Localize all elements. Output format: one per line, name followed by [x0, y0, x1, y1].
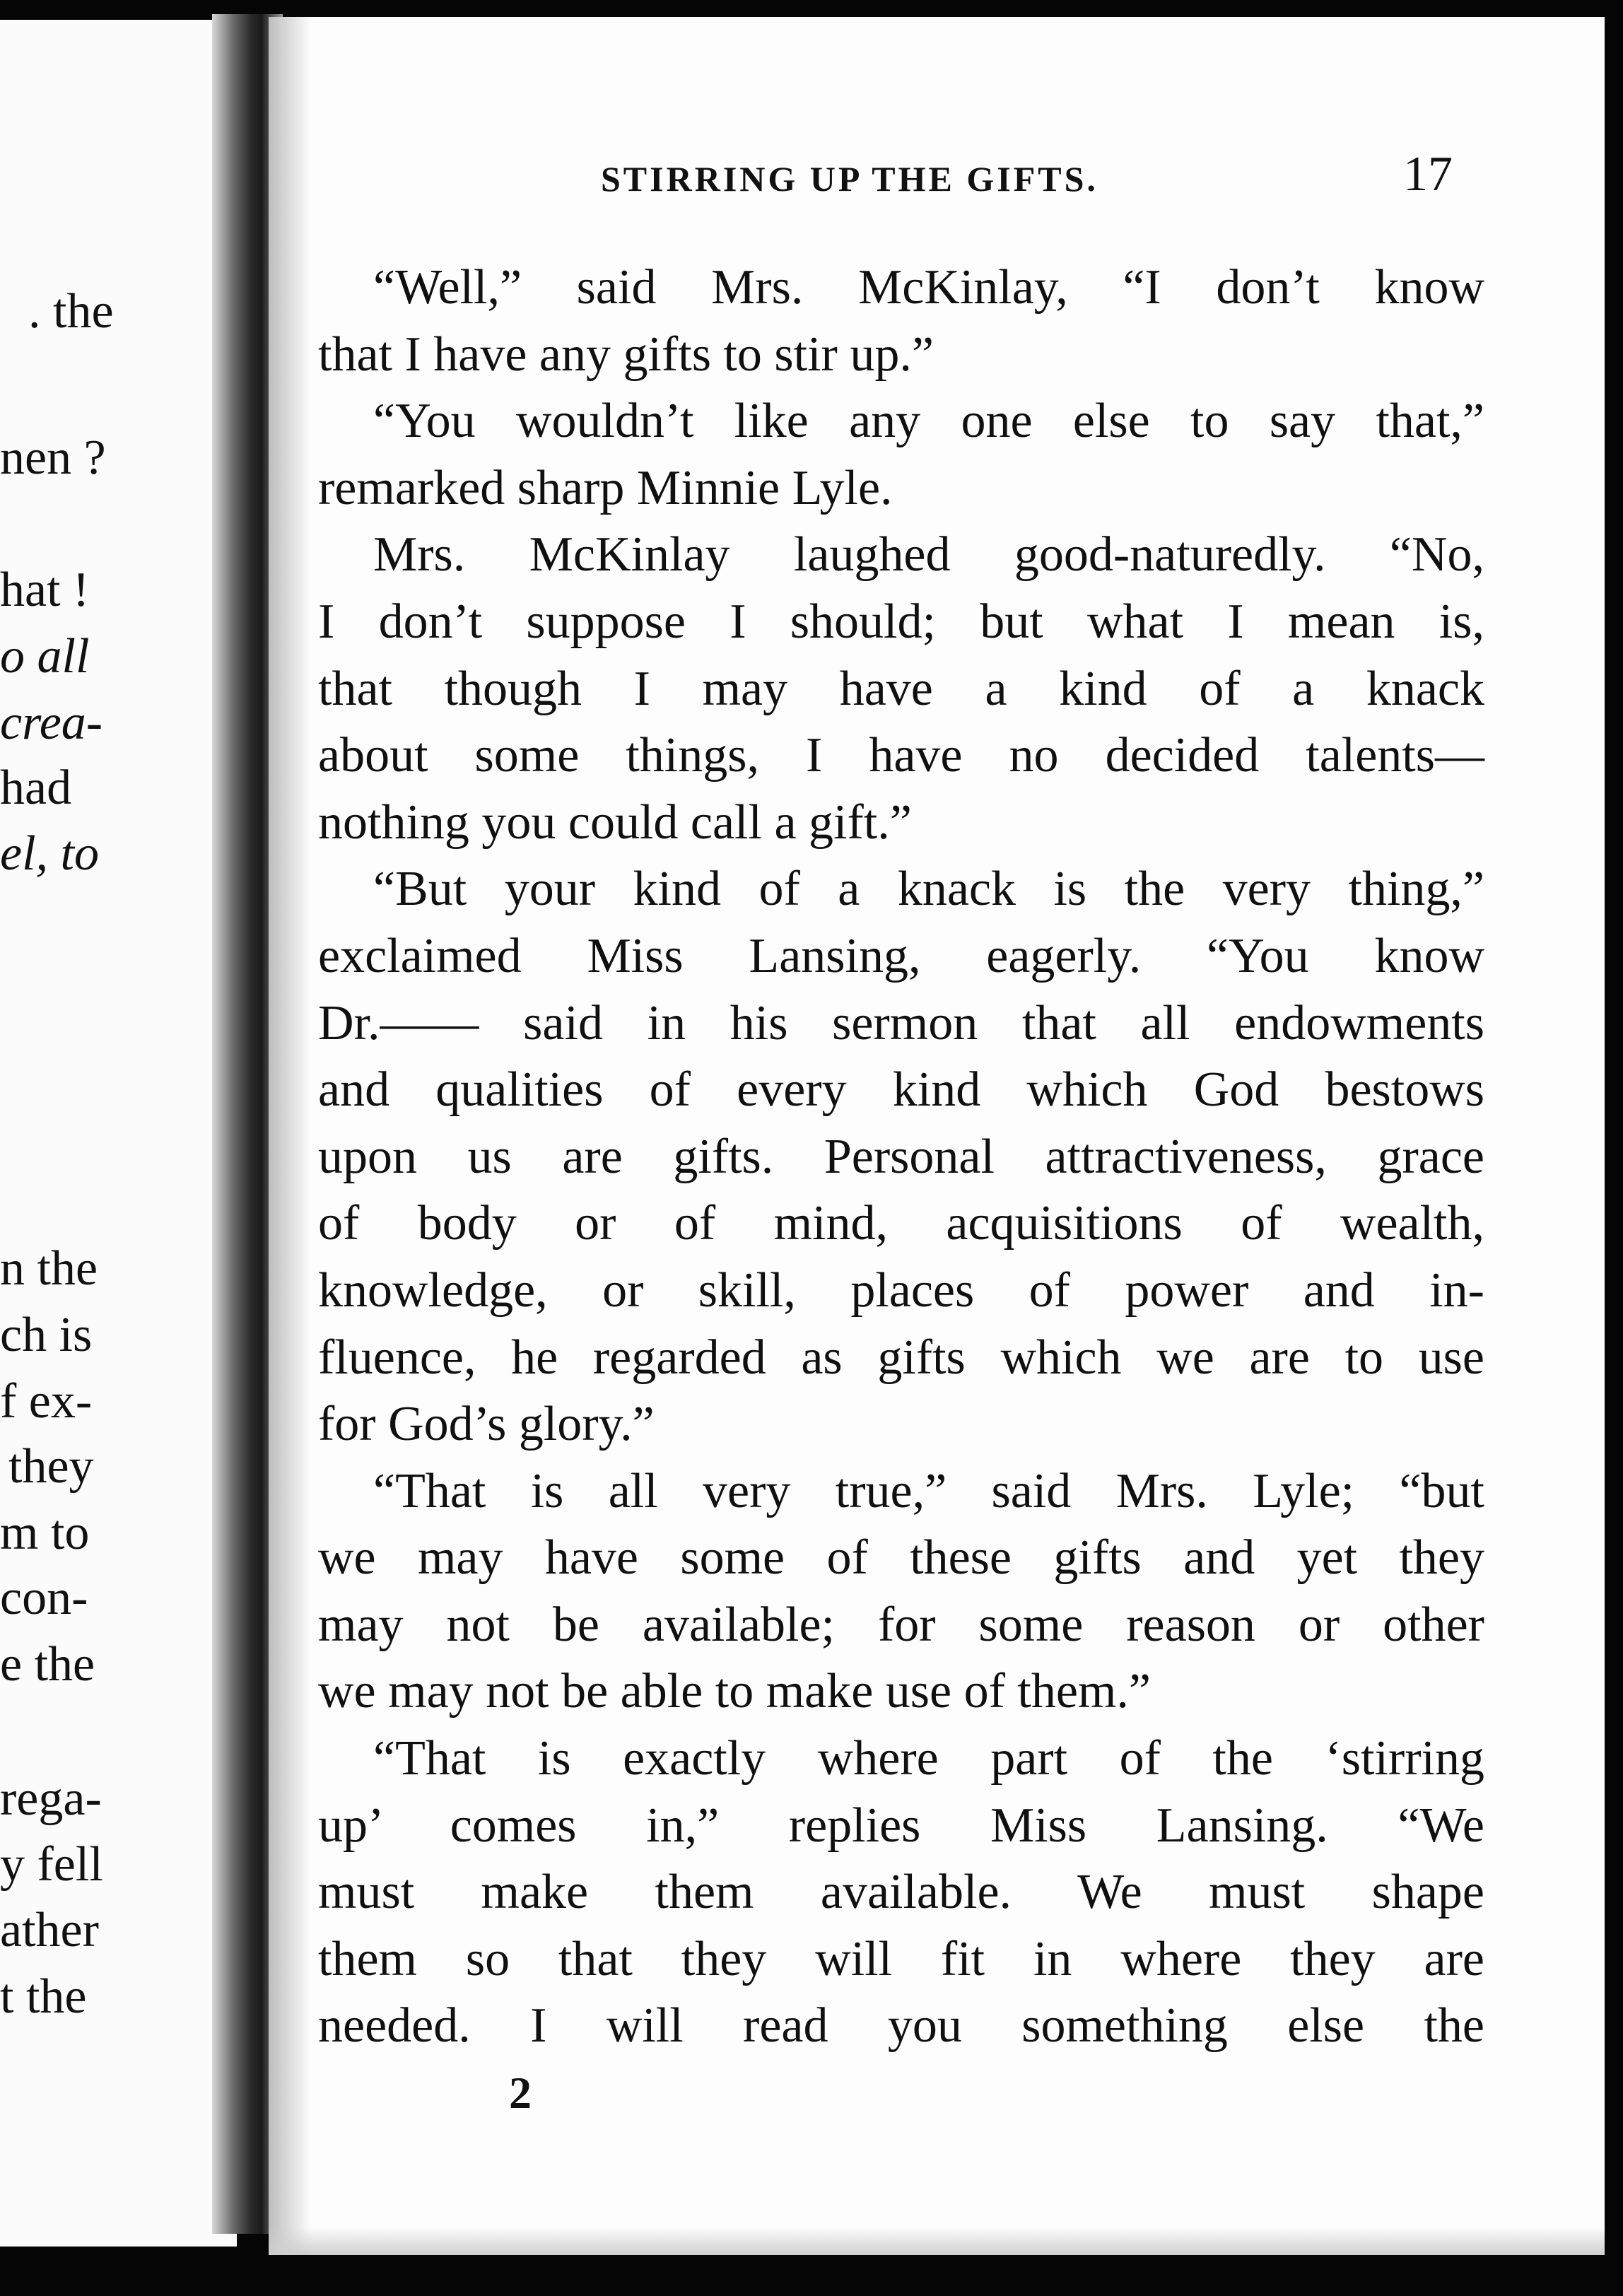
text-line: of body or of mind, acquisitions of wealth, [318, 1196, 1484, 1251]
text-line: that though I may have a kind of a knack [318, 661, 1484, 716]
text-line: “But your kind of a knack is the very thing,” [373, 862, 1484, 917]
left-page-fragment: crea- [0, 696, 103, 750]
text-line: Dr.—— said in his sermon that all endowments [318, 995, 1484, 1050]
left-page-fragment: rega- [0, 1771, 102, 1826]
text-line: upon us are gifts. Personal attractiveness, grace [318, 1129, 1484, 1184]
text-line: we may have some of these gifts and yet they [318, 1530, 1484, 1586]
right-page [269, 17, 1605, 2255]
signature-mark: 2 [509, 2068, 532, 2118]
page-bottom-shade [269, 2227, 1605, 2255]
left-page-fragment: e the [0, 1637, 95, 1692]
running-head: STIRRING UP THE GIFTS. [601, 159, 1098, 199]
left-page-fragment: el, to [0, 826, 99, 881]
text-line: Mrs. McKinlay laughed good-naturedly. “No, [373, 527, 1484, 582]
text-line: about some things, I have no decided talents— [318, 728, 1484, 783]
left-page-fragment: hat ! [0, 563, 90, 617]
left-page-fragment: m to [0, 1506, 90, 1560]
left-page-fragment: ather [0, 1903, 99, 1957]
left-page-fragment: t the [0, 1969, 87, 2024]
text-line: must make them available. We must shape [318, 1865, 1484, 1920]
left-page-fragment: n the [0, 1241, 98, 1296]
left-page-fragment: had [0, 761, 72, 815]
left-page [0, 20, 237, 2247]
left-page-fragment: f ex- [0, 1374, 93, 1429]
text-line: them so that they will fit in where they are [318, 1931, 1484, 1986]
text-line: I don’t suppose I should; but what I mean is, [318, 594, 1484, 649]
left-page-fragment: nen ? [0, 430, 106, 485]
text-line: that I have any gifts to stir up.” [318, 327, 934, 382]
left-page-fragment: y fell [0, 1837, 103, 1892]
text-line: “Well,” said Mrs. McKinlay, “I don’t know [373, 260, 1484, 315]
page-number: 17 [1403, 147, 1453, 201]
body-text [318, 254, 1484, 2060]
text-line: up’ comes in,” replies Miss Lansing. “We [318, 1798, 1484, 1853]
left-page-fragment: con- [0, 1571, 88, 1625]
text-line: fluence, he regarded as gifts which we are to use [318, 1330, 1484, 1385]
text-line: may not be available; for some reason or other [318, 1597, 1484, 1652]
text-line: for God’s glory.” [318, 1397, 655, 1452]
text-line: exclaimed Miss Lansing, eagerly. “You know [318, 928, 1484, 983]
left-page-fragment: o all [0, 629, 90, 684]
text-line: “You wouldn’t like any one else to say that,” [373, 394, 1484, 449]
left-page-fragment: they [8, 1439, 94, 1494]
text-line: “That is exactly where part of the ‘stirring [373, 1731, 1484, 1786]
page-edge-shadow [269, 17, 311, 2255]
text-line: and qualities of every kind which God bestows [318, 1062, 1484, 1118]
text-line: nothing you could call a gift.” [318, 795, 912, 850]
text-line: needed. I will read you something else the [318, 1998, 1484, 2054]
text-line: knowledge, or skill, places of power and in- [318, 1263, 1484, 1318]
text-line: “That is all very true,” said Mrs. Lyle; “but [373, 1463, 1484, 1518]
text-line: remarked sharp Minnie Lyle. [318, 460, 893, 515]
text-line: we may not be able to make use of them.” [318, 1664, 1151, 1719]
left-page-fragment: . the [28, 284, 114, 339]
left-page-fragment: ch is [0, 1308, 93, 1362]
